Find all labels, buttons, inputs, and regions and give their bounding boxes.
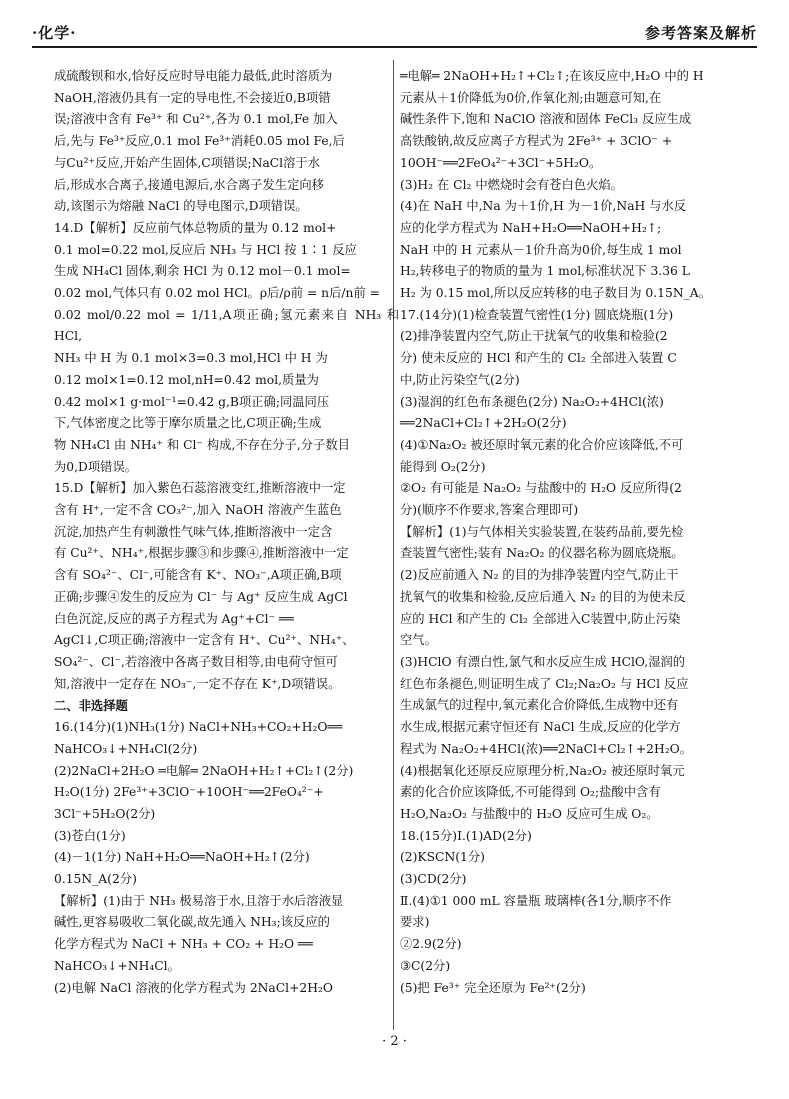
text-line: H₂,转移电子的物质的量为 1 mol,标准状况下 3.36 L: [400, 264, 690, 279]
text-line: 18.(15分)Ⅰ.(1)AD(2分): [400, 828, 532, 843]
text-line: (3)苍白(1分): [54, 828, 126, 843]
header-title: 参考答案及解析: [644, 24, 757, 42]
text-line: (2)2NaCl+2H₂O ═电解═ 2NaOH+H₂↑+Cl₂↑(2分): [54, 763, 354, 778]
text-line: 知,溶液中一定存在 NO₃⁻,一定不存在 K⁺,D项错误。: [54, 676, 341, 691]
page-number: · 2 ·: [382, 1034, 407, 1049]
text-line: 分)(顺序不作要求,答案合理即可): [400, 503, 579, 518]
text-line: 生成 NH₄Cl 固体,剩余 HCl 为 0.12 mol－0.1 mol=: [54, 264, 351, 279]
text-line: 扰氧气的收集和检验,反应后通入 N₂ 的目的为使未反: [400, 589, 686, 604]
text-line: 正确;步骤④发生的反应为 Cl⁻ 与 Ag⁺ 反应生成 AgCl: [54, 589, 348, 604]
text-line: ②2.9(2分): [400, 937, 462, 952]
text-line: 3Cl⁻+5H₂O(2分): [54, 806, 156, 821]
text-line: 有 Cu²⁺、NH₄⁺,根据步骤③和步骤④,推断溶液中一定: [54, 546, 349, 561]
text-line: H₂O(1分) 2Fe³⁺+3ClO⁻+10OH⁻══2FeO₄²⁻+: [54, 785, 324, 800]
text-line: 沉淀,加热产生有刺激性气味气体,推断溶液中一定含: [54, 524, 333, 539]
text-line: NaHCO₃↓+NH₄Cl(2分): [54, 741, 198, 756]
text-line: 与Cu²⁺反应,开始产生固体,C项错误;NaCl溶于水: [54, 155, 321, 170]
text-line: 中,防止污染空气(2分): [400, 372, 520, 387]
text-line: 生成氯气的过程中,氧元素化合价降低,生成物中还有: [400, 698, 679, 713]
text-line: 0.12 mol×1=0.12 mol,nH=0.42 mol,质量为: [54, 372, 319, 387]
text-line: 查装置气密性;装有 Na₂O₂ 的仪器名称为圆底烧瓶。: [400, 546, 684, 561]
text-line: 物 NH₄Cl 由 NH₄⁺ 和 Cl⁻ 构成,不存在分子,分子数目: [54, 437, 350, 452]
text-line: 高铁酸钠,故反应离子方程式为 2Fe³⁺ + 3ClO⁻ +: [400, 134, 673, 149]
text-line: NaOH,溶液仍具有一定的导电性,不会接近0,B项错: [54, 90, 331, 105]
text-line: 碱性,更容易吸收二氧化碳,故先通入 NH₃;该反应的: [54, 915, 330, 930]
text-line: 要求): [400, 915, 430, 930]
text-line: 含有 H⁺,一定不含 CO₃²⁻,加入 NaOH 溶液产生蓝色: [54, 503, 342, 518]
text-line: ②O₂ 有可能是 Na₂O₂ 与盐酸中的 H₂O 反应所得(2: [400, 481, 682, 496]
text-line: (3)湿润的红色布条褪色(2分) Na₂O₂+4HCl(浓): [400, 394, 664, 409]
left-column: [54, 66, 399, 999]
text-line: 分) 使未反应的 HCl 和产生的 Cl₂ 全部进入装置 C: [400, 351, 677, 366]
text-line: (4)在 NaH 中,Na 为＋1价,H 为－1价,NaH 与水反: [400, 199, 687, 214]
text-line: H₂O,Na₂O₂ 与盐酸中的 H₂O 反应可生成 O₂。: [400, 806, 659, 821]
text-line: 水生成,根据元素守恒还有 NaCl 生成,反应的化学方: [400, 720, 681, 735]
text-line: 为0,D项错误。: [54, 459, 138, 474]
text-line: 15.D【解析】加入紫色石蕊溶液变红,推断溶液中一定: [54, 481, 346, 496]
page-header: [32, 20, 757, 48]
text-line: 动,该图示为熔融 NaCl 的导电图示,D项错误。: [54, 199, 308, 214]
text-line: 【解析】(1)与气体相关实验装置,在装药品前,要先检: [400, 524, 684, 539]
text-line: 0.1 mol=0.22 mol,反应后 NH₃ 与 HCl 按 1∶1 反应: [54, 242, 357, 257]
text-line: Ⅱ.(4)①1 000 mL 容量瓶 玻璃棒(各1分,顺序不作: [400, 893, 672, 908]
text-line: 误;溶液中含有 Fe³⁺ 和 Cu²⁺,各为 0.1 mol,Fe 加入: [54, 112, 338, 127]
text-line: 下,气体密度之比等于摩尔质量之比,C项正确;生成: [54, 416, 322, 431]
text-line: 后,先与 Fe³⁺反应,0.1 mol Fe³⁺消耗0.05 mol Fe,后: [54, 134, 345, 149]
text-line: 0.02 mol,气体只有 0.02 mol HCl。ρ后/ρ前 = n后/n前 =: [54, 286, 380, 301]
right-column: [400, 66, 736, 999]
text-line: NaHCO₃↓+NH₄Cl。: [54, 958, 180, 973]
text-line: (3)H₂ 在 Cl₂ 中燃烧时会有苍白色火焰。: [400, 177, 623, 192]
text-line: (3)CD(2分): [400, 872, 467, 887]
text-line: 14.D【解析】反应前气体总物质的量为 0.12 mol+: [54, 220, 337, 235]
text-line: 空气。: [400, 633, 437, 648]
text-line: 二、非选择题: [54, 698, 128, 714]
text-line: 化学方程式为 NaCl + NH₃ + CO₂ + H₂O ══: [54, 937, 313, 952]
text-line: 白色沉淀,反应的离子方程式为 Ag⁺+Cl⁻ ══: [54, 611, 294, 626]
text-line: (2)KSCN(1分): [400, 850, 485, 865]
text-line: 红色布条褪色,则证明生成了 Cl₂;Na₂O₂ 与 HCl 反应: [400, 676, 689, 691]
text-line: NaH 中的 H 元素从－1价升高为0价,每生成 1 mol: [400, 242, 682, 257]
text-line: H₂ 为 0.15 mol,所以反应转移的电子数目为 0.15N_A。: [400, 286, 711, 301]
text-line: 素的化合价应该降低,不可能得到 O₂;盐酸中含有: [400, 785, 661, 800]
text-line: NH₃ 中 H 为 0.1 mol×3=0.3 mol,HCl 中 H 为: [54, 351, 328, 366]
subject-label: ·化学·: [32, 24, 77, 42]
text-line: 元素从＋1价降低为0价,作氧化剂;由题意可知,在: [400, 90, 662, 105]
text-line: (2)电解 NaCl 溶液的化学方程式为 2NaCl+2H₂O: [54, 980, 333, 995]
text-line: (4)①Na₂O₂ 被还原时氧元素的化合价应该降低,不可: [400, 437, 684, 452]
text-line: AgCl↓,C项正确;溶液中一定含有 H⁺、Cu²⁺、NH₄⁺、: [54, 633, 355, 648]
text-line: (2)排净装置内空气,防止干扰氧气的收集和检验(2: [400, 329, 668, 344]
text-line: 16.(14分)(1)NH₃(1分) NaCl+NH₃+CO₂+H₂O══: [54, 720, 343, 735]
text-line: 后,形成水合离子,接通电源后,水合离子发生定向移: [54, 177, 324, 192]
text-line: 成硫酸钡和水,恰好反应时导电能力最低,此时溶质为: [54, 69, 333, 83]
text-line: (3)HClO 有漂白性,氯气和水反应生成 HClO,湿润的: [400, 654, 686, 669]
text-line: 0.42 mol×1 g·mol⁻¹=0.42 g,B项正确;同温同压: [54, 394, 330, 409]
text-line: 含有 SO₄²⁻、Cl⁻,可能含有 K⁺、NO₃⁻,A项正确,B项: [54, 568, 342, 583]
text-line: 0.02 mol/0.22 mol = 1/11,A项正确;氢元素来自 NH₃ 和 HCl,: [54, 307, 399, 344]
text-line: 能得到 O₂(2分): [400, 459, 486, 474]
text-line: ═电解═ 2NaOH+H₂↑+Cl₂↑;在该反应中,H₂O 中的 H: [400, 69, 704, 83]
text-line: (4)根据氧化还原反应原理分析,Na₂O₂ 被还原时氧元: [400, 763, 685, 778]
text-line: 【解析】(1)由于 NH₃ 极易溶于水,且溶于水后溶液显: [54, 893, 344, 908]
text-line: (4)－1(1分) NaH+H₂O══NaOH+H₂↑(2分): [54, 850, 310, 865]
text-line: SO₄²⁻、Cl⁻,若溶液中各离子数目相等,由电荷守恒可: [54, 654, 338, 669]
text-line: 0.15N_A(2分): [54, 872, 137, 887]
text-line: ③C(2分): [400, 958, 451, 973]
text-line: 碱性条件下,饱和 NaClO 溶液和固体 FeCl₃ 反应生成: [400, 112, 692, 127]
text-line: 应的 HCl 和产生的 Cl₂ 全部进入C装置中,防止污染: [400, 611, 681, 626]
text-line: 应的化学方程式为 NaH+H₂O══NaOH+H₂↑;: [400, 220, 662, 235]
text-line: 程式为 Na₂O₂+4HCl(浓)══2NaCl+Cl₂↑+2H₂O。: [400, 741, 693, 756]
text-line: 10OH⁻══2FeO₄²⁻+3Cl⁻+5H₂O。: [400, 155, 602, 170]
text-line: ══2NaCl+Cl₂↑+2H₂O(2分): [400, 416, 567, 431]
text-line: (2)反应前通入 N₂ 的目的为排净装置内空气,防止干: [400, 568, 679, 583]
text-line: (5)把 Fe³⁺ 完全还原为 Fe²⁺(2分): [400, 980, 586, 995]
text-line: 17.(14分)(1)检查装置气密性(1分) 圆底烧瓶(1分): [400, 307, 674, 322]
